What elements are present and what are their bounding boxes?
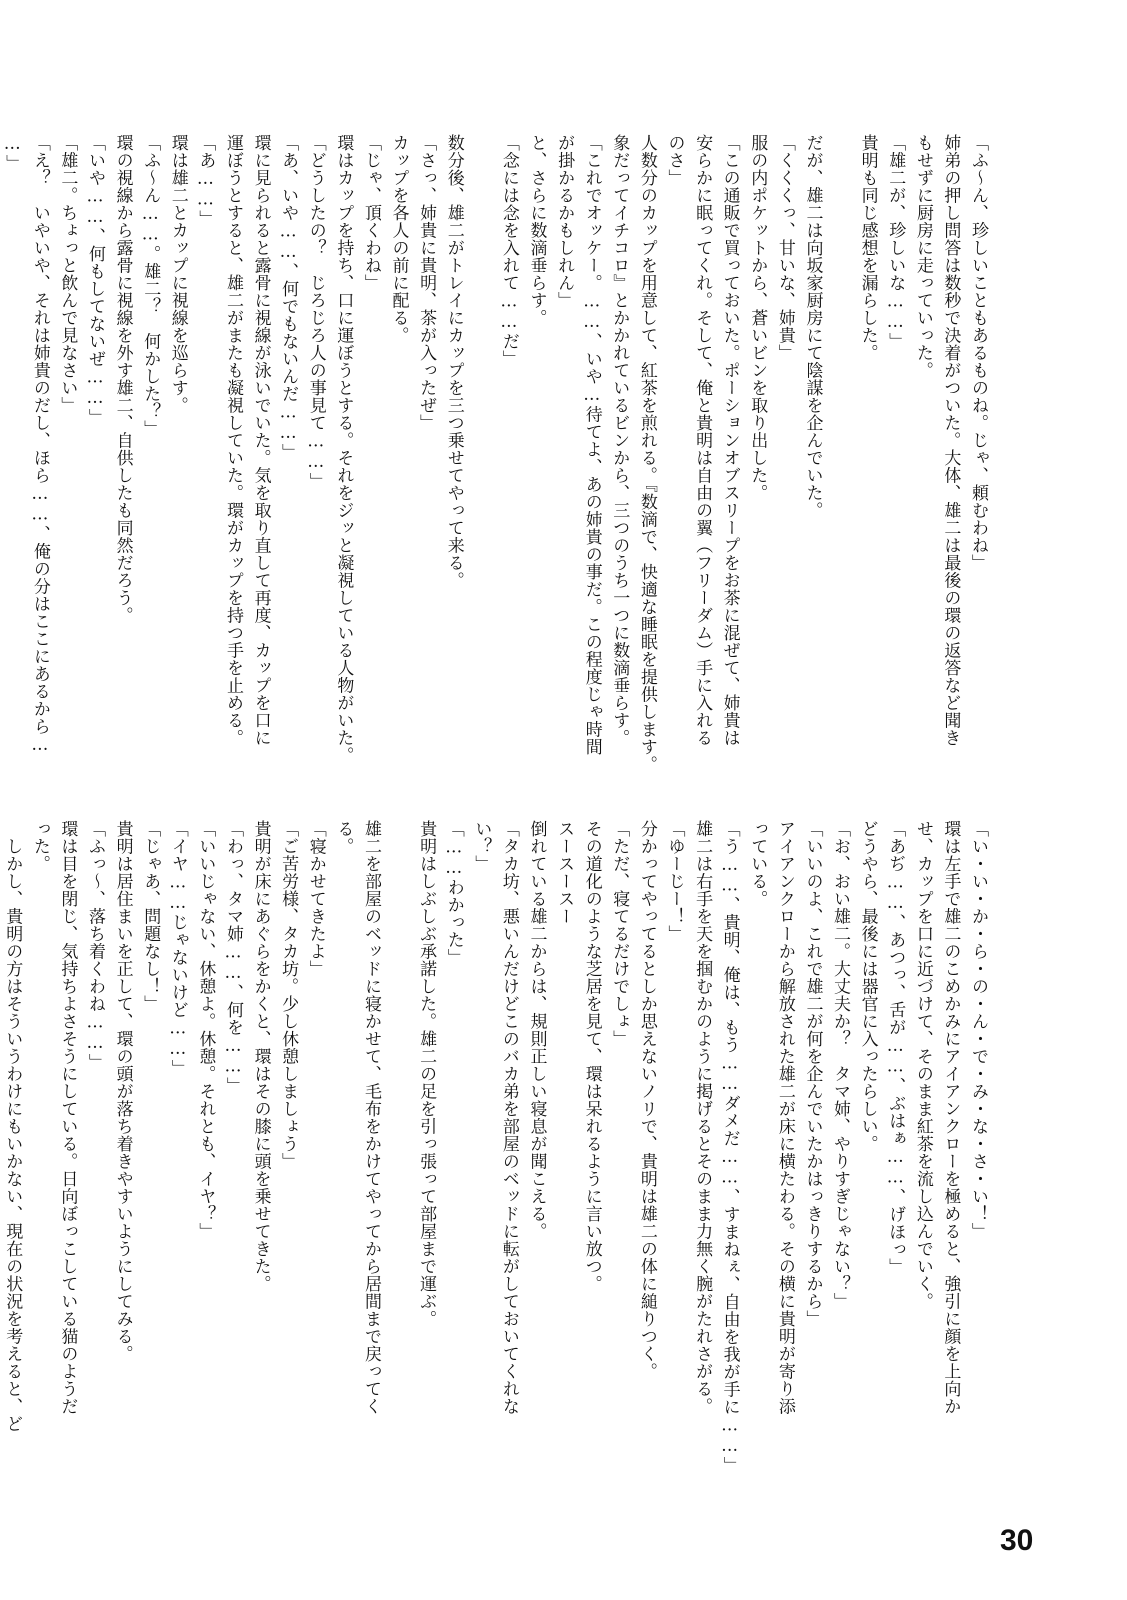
text-line: 貴明は居住まいを正して、環の頭が落ち着きやすいようにしてみる。 (112, 820, 133, 1363)
text-line: る。 (333, 820, 354, 855)
text-line: 「この通販で買っておいた。ポーションオブスリープをお茶に混ぜて、姉貴は (719, 134, 740, 747)
text-line: と、さらに数滴垂らす。 (526, 134, 547, 327)
text-line: …」 (2, 134, 23, 172)
text-line: 環は左手で雄二のこめかみにアイアンクローを極めると、強引に顔を上向か (940, 820, 961, 1415)
text-column-bottom (2, 820, 991, 1474)
text-line: 「どうしたの？ じろじろ人の事見て……」 (305, 134, 326, 490)
text-line: 環は雄二とカップに視線を巡らす。 (167, 134, 188, 414)
text-line: っている。 (747, 820, 768, 908)
text-line: 倒れている雄二からは、規則正しい寝息が聞こえる。 (526, 820, 547, 1240)
text-line: 「タカ坊、悪いんだけどこのバカ弟を部屋のベッドに転がしておいてくれな (498, 820, 519, 1415)
text-line (384, 820, 412, 1360)
text-line: どうやら、最後には器官に入ったらしい。 (857, 820, 878, 1153)
text-line: 「いいじゃない、休憩よ。休憩。それとも、イヤ？」 (195, 820, 216, 1240)
text-line: 「あ、いや……、何でもないんだ……」 (278, 134, 299, 461)
text-line: 「……わかった」 (443, 820, 464, 966)
text-line: が掛かるかもしれん」 (554, 134, 575, 309)
text-line: 安らかに眠ってくれ。そして、俺と貴明は自由の翼（フリーダム）手に入れる (692, 134, 713, 747)
text-line: 人数分のカップを用意して、紅茶を煎れる。『数滴で、快適な睡眠を提供します。 (636, 134, 657, 773)
text-line: 環に見られると露骨に視線が泳いでいた。気を取り直して再度、カップを口に (250, 134, 271, 747)
text-line: った。 (29, 820, 50, 873)
text-line: い？」 (471, 820, 492, 873)
text-line: 「これでオッケー。……、いや…待てよ、あの姉貴の事だ。この程度じゃ時間 (581, 134, 602, 756)
text-line: 姉弟の押し問答は数秒で決着がついた。大体、雄二は最後の環の返答など聞き (940, 134, 961, 747)
text-line: 「じゃ、頂くわね」 (360, 134, 381, 292)
text-line: せ、カップを口に近づけて、そのまま紅茶を流し込んでいく。 (912, 820, 933, 1310)
text-column-top (2, 134, 991, 774)
text-line: 「ふ～ん、珍しいこともあるものね。じゃ、頼むわね」 (968, 134, 988, 572)
text-line: 「雄二が、珍しいな……」 (885, 134, 906, 350)
text-line (825, 134, 853, 774)
text-line: 「いいのよ、これで雄二が何を企んでいたかはっきりするから」 (802, 820, 823, 1328)
text-line: 環はカップを持ち、口に運ぼうとする。それをジッと凝視している人物がいた。 (333, 134, 354, 764)
text-line: 象だってイチコロ』とかかれているビンから、三つのうち一つに数滴垂らす。 (609, 134, 630, 747)
page-number: 30 (1000, 1524, 1034, 1557)
text-line: カップを各人の前に配る。 (388, 134, 409, 344)
text-line: 環の視線から露骨に視線を外す雄二、自供したも同然だろう。 (112, 134, 133, 624)
text-line: 数分後、雄二がトレイにカップを三つ乗せてやって来る。 (443, 134, 464, 589)
text-line: 「お、おい雄二。大丈夫か？ タマ姉、やりすぎじゃない？」 (830, 820, 851, 1310)
text-line: もせずに厨房に走っていった。 (912, 134, 933, 379)
text-line: 「くくくっ、甘いな、姉貴」 (774, 134, 795, 362)
text-line: 雄二を部屋のベッドに寝かせて、毛布をかけてやってから居間まで戻ってく (360, 820, 381, 1415)
text-line: のさ」 (664, 134, 685, 187)
text-line: 「わっ、タマ姉……、何を……」 (222, 820, 243, 1095)
text-line: 「い・い・か・ら・の・ん・で・み・な・さ・い！」 (968, 820, 988, 1240)
text-line: 服の内ポケットから、蒼いビンを取り出した。 (747, 134, 768, 502)
text-line (467, 134, 495, 774)
text-line: 分かってやってるとしか思えないノリで、貴明は雄二の体に縋りつく。 (636, 820, 657, 1380)
text-line: 運ぼうとすると、雄二がまたも凝視していた。環がカップを持つ手を止める。 (222, 134, 243, 747)
text-line: 「え？ いやいや、それは姉貴のだし、ほら……、俺の分はここにあるから… (29, 134, 50, 756)
text-line: だが、雄二は向坂家厨房にて陰謀を企んでいた。 (802, 134, 823, 519)
text-line: 「さっ、姉貴に貴明、茶が入ったぜ」 (416, 134, 437, 432)
text-line: 「いや……、何もしてないぜ……」 (85, 134, 105, 426)
text-line: 「念には念を入れて……だ」 (498, 134, 519, 368)
text-line: 「あ……」 (195, 134, 216, 228)
text-line: 「ただ、寝てるだけでしょ」 (609, 820, 630, 1048)
text-line: 雄二は右手を天を掴むかのように掲げるとそのまま力無く腕がたれさがる。 (692, 820, 713, 1415)
text-line: 環は目を閉じ、気持ちよさそうにしている。日向ぼっこしている猫のようだ (57, 820, 78, 1415)
text-line: その道化のような芝居を見て、環は呆れるように言い放つ。 (581, 820, 602, 1293)
text-line: 「ご苦労様、タカ坊。少し休憩しましょう」 (278, 820, 299, 1170)
text-line: アイアンクローから解放された雄二が床に横たわる。その横に貴明が寄り添 (774, 820, 795, 1415)
text-line: 「ゆーじー！」 (664, 820, 685, 943)
text-line: 「う……、貴明、俺は、もう……ダメだ……、すまねぇ、自由を我が手に……」 (719, 820, 740, 1474)
text-line: 「イヤ……じゃないけど……」 (167, 820, 188, 1077)
text-line: 「あぢ……、あつっ、舌が……、ぶはぁ……、げほっ」 (885, 820, 906, 1276)
text-line: 貴明も同じ感想を漏らした。 (857, 134, 878, 362)
text-line: 「じゃあ、問題なし！」 (140, 820, 161, 1013)
text-line: 貴明はしぶしぶ承諾した。雄二の足を引っ張って部屋まで運ぶ。 (416, 820, 437, 1328)
text-line: スースースー (554, 820, 575, 925)
text-line: 「ふ～ん……。雄二？ 何かした？」 (140, 134, 161, 438)
text-line: 貴明が床にあぐらをかくと、環はその膝に頭を乗せてきた。 (250, 820, 271, 1293)
text-line: しかし、貴明の方はそういうわけにもいかない、現在の状況を考えると、ど (2, 820, 23, 1433)
text-line: 「ふっ～、落ち着くわね……」 (85, 820, 105, 1071)
text-line: 「雄二。ちょっと飲んで見なさい」 (57, 134, 78, 414)
text-line: 「寝かせてきたよ」 (305, 820, 326, 978)
